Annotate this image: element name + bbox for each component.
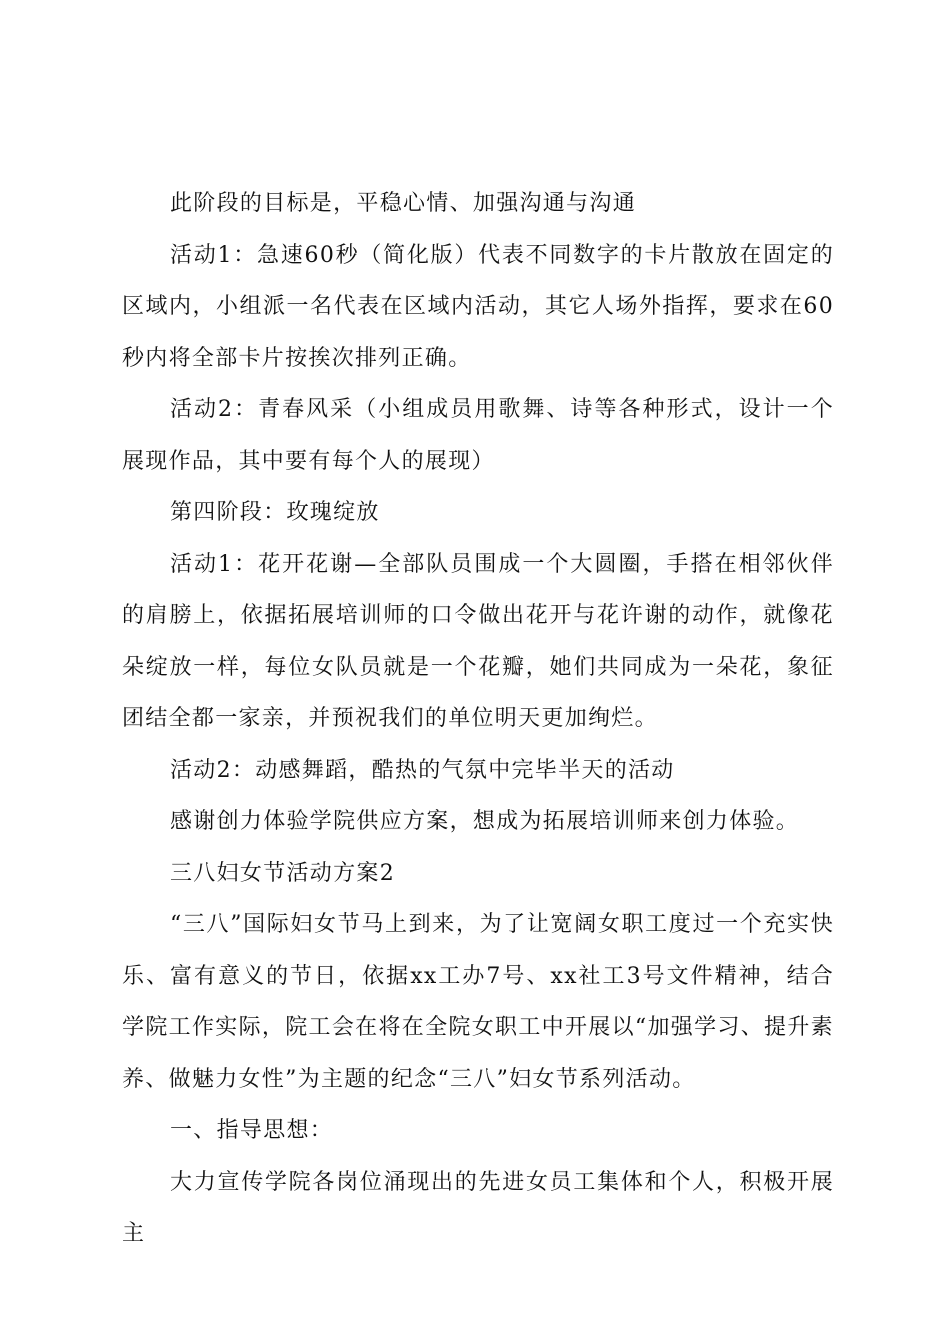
paragraph-stage-four-heading: 第四阶段：玫瑰绽放 — [170, 500, 380, 525]
paragraph-guiding-ideology-heading: 一、指导思想： — [170, 1118, 334, 1143]
paragraph-guiding-ideology-body: 大力宣传学院各岗位涌现出的先进女员工集体和个人，积极开展主 — [122, 1169, 834, 1246]
paragraph-plan-2-title: 三八妇女节活动方案2 — [170, 860, 395, 886]
paragraph-activity-2-dance: 活动2：动感舞蹈，酷热的气氛中完毕半天的活动 — [170, 757, 675, 783]
paragraph-plan-2-intro: “三八”国际妇女节马上到来，为了让宽阔女职工度过一个充实快乐、富有意义的节日，依据xx工办7号、xx社工3号文件精神，结合学院工作实际，院工会在将在全院女职工中开展以“加强学习、提升素养、做魅力女性”为主题的纪念“三八”妇女节系列活动。 — [122, 912, 834, 1092]
paragraph-thanks: 感谢创力体验学院供应方案，想成为拓展培训师来创力体验。 — [170, 809, 800, 834]
document-body — [122, 178, 834, 1260]
paragraph-activity-1-flowers: 活动1：花开花谢—全部队员围成一个大圆圈，手搭在相邻伙伴的肩膀上，依据拓展培训师的口令做出花开与花许谢的动作，就像花朵绽放一样，每位女队员就是一个花瓣，她们共同成为一朵花，象征团结全都一家亲，并预祝我们的单位明天更加绚烂。 — [122, 551, 834, 731]
paragraph-goal: 此阶段的目标是，平稳心情、加强沟通与沟通 — [170, 191, 637, 216]
paragraph-activity-2-youth: 活动2：青春风采（小组成员用歌舞、诗等各种形式，设计一个展现作品，其中要有每个人的展现） — [122, 397, 834, 474]
paragraph-activity-1-speed-60: 活动1：急速60秒（简化版）代表不同数字的卡片散放在固定的区域内，小组派一名代表在区域内活动，其它人场外指挥，要求在60秒内将全部卡片按挨次排列正确。 — [122, 242, 834, 371]
